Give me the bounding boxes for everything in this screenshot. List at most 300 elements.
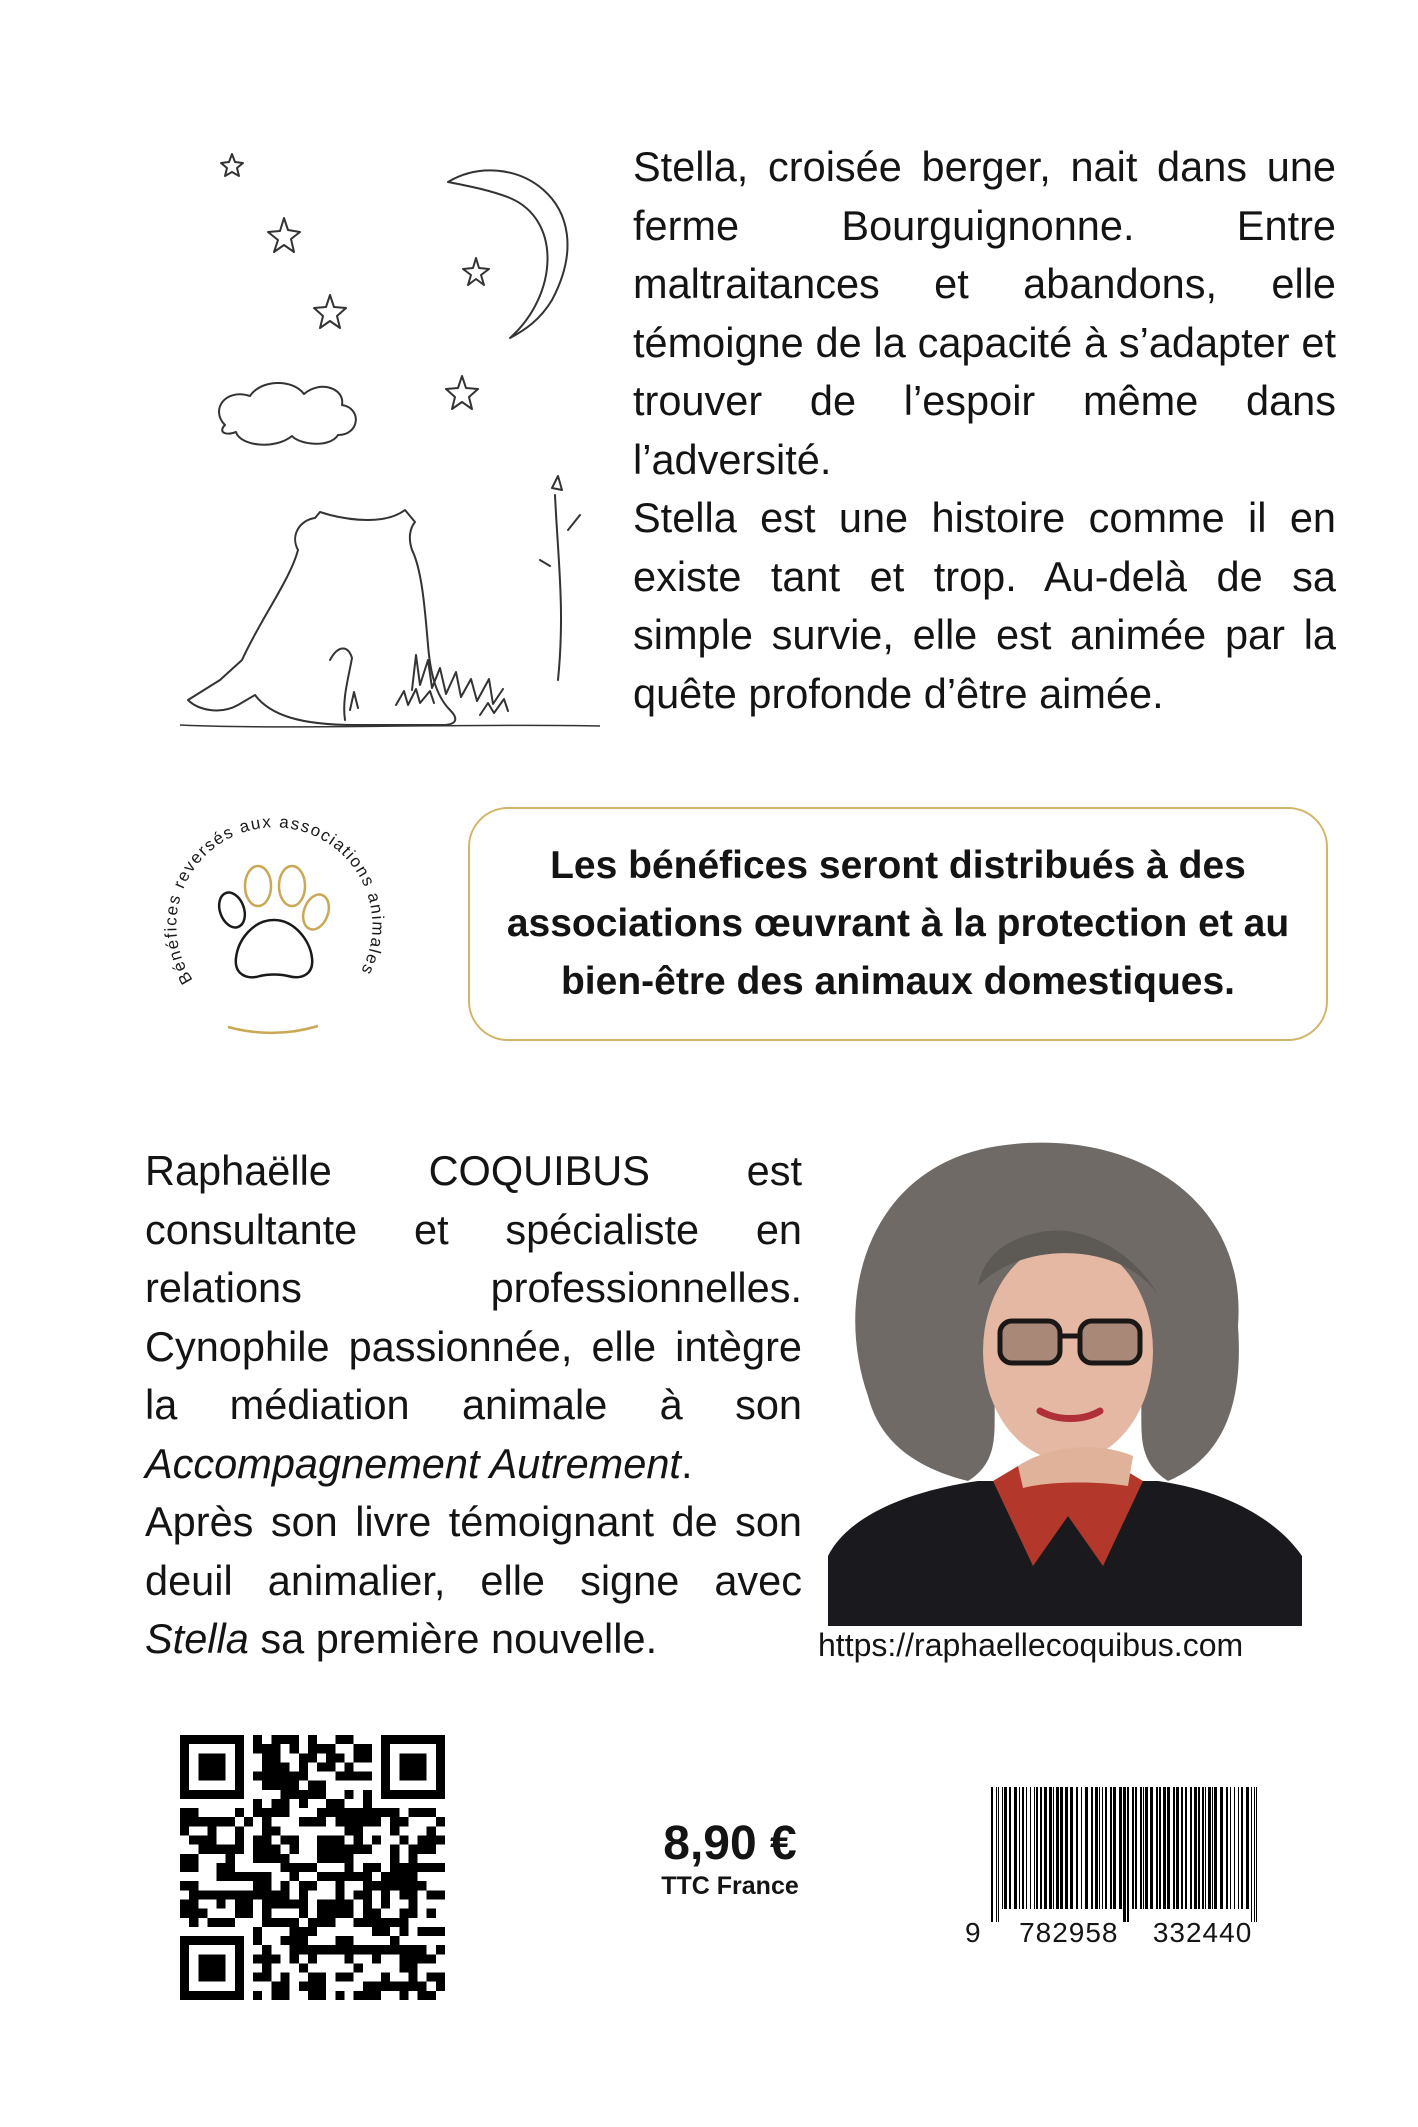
barcode-bar [1026,1787,1027,1909]
qr-module [271,1808,280,1817]
qr-module [281,1936,290,1945]
qr-module [344,1762,353,1771]
qr-module [198,1753,225,1780]
qr-module [344,1872,353,1881]
qr-module [390,1854,399,1863]
qr-module [326,1836,335,1845]
paw-icon [215,866,334,977]
qr-module [399,1863,408,1872]
qr-module [335,1991,344,2000]
qr-module [262,1881,271,1890]
qr-module [226,1918,235,1927]
qr-module [308,1863,317,1872]
qr-module [326,1845,335,1854]
qr-module [408,1890,417,1899]
qr-module [418,1845,427,1854]
qr-module [399,1927,408,1936]
barcode-bar [1256,1787,1257,1922]
qr-module [189,1881,198,1890]
barcode-bar [1102,1787,1103,1909]
qr-module [189,1890,198,1899]
qr-module [262,1872,271,1881]
qr-module [335,1808,344,1817]
barcode-bar [1034,1787,1035,1909]
qr-module [326,1744,335,1753]
qr-module [217,1918,226,1927]
barcode-bar [1143,1787,1144,1909]
barcode-bar [991,1787,993,1922]
barcode-bar [1095,1787,1098,1909]
qr-module [335,1753,344,1762]
qr-module [335,1735,344,1744]
qr-module [363,1808,372,1817]
barcode-bar [1234,1787,1235,1909]
barcode-bar [1022,1787,1024,1909]
qr-module [363,1744,372,1753]
qr-module [262,1781,271,1790]
qr-module [408,1899,417,1908]
qr-module [436,1973,445,1982]
qr-module [198,1890,207,1899]
barcode-bar [1230,1787,1231,1909]
qr-module [399,1918,408,1927]
barcode-bar [1150,1787,1153,1909]
qr-module [326,1854,335,1863]
qr-module [390,1817,399,1826]
qr-module [354,1918,363,1927]
qr-module [180,1899,189,1908]
qr-module [317,1918,326,1927]
qr-module [390,1808,399,1817]
bio-paragraph [145,1493,802,1669]
qr-module [363,1799,372,1808]
qr-module [207,1817,216,1826]
qr-module [335,1881,344,1890]
qr-module [253,1991,262,2000]
qr-module [271,1744,280,1753]
star-icon [221,154,243,176]
qr-module [308,1781,317,1790]
qr-module [299,1982,308,1991]
qr-module [344,1863,353,1872]
qr-module [198,1909,207,1918]
qr-module [226,1890,235,1899]
bio-text: . [680,1439,693,1487]
dog-night-illustration [180,140,600,740]
qr-module [189,1836,198,1845]
qr-module [372,1881,381,1890]
qr-module [235,1890,244,1899]
barcode-bar [1076,1787,1078,1909]
qr-module [253,1872,262,1881]
barcode-bar [1119,1787,1122,1909]
qr-module [244,1872,253,1881]
qr-module [344,1973,353,1982]
qr-module [271,1890,280,1899]
qr-module [317,1808,326,1817]
qr-module [326,1753,335,1762]
qr-module [436,1982,445,1991]
barcode-bar [1241,1787,1243,1909]
price-block [620,1816,840,1900]
qr-module [317,1973,326,1982]
qr-module [217,1817,226,1826]
qr-module [344,1936,353,1945]
isbn-barcode [985,1787,1265,1927]
barcode-bar [1167,1787,1170,1909]
qr-module [253,1973,262,1982]
qr-module [180,1881,189,1890]
qr-module [189,1817,198,1826]
qr-module [372,1927,381,1936]
qr-module [399,1753,426,1780]
qr-module [253,1836,262,1845]
qr-module [390,1982,399,1991]
qr-module [335,1817,344,1826]
qr-module [363,1817,372,1826]
qr-module [335,1936,344,1945]
qr-module [427,1890,436,1899]
barcode-bar [1202,1787,1204,1909]
qr-module [198,1845,207,1854]
barcode-bar [1145,1787,1148,1909]
qr-module [436,1945,445,1954]
barcode-bar [1226,1787,1228,1909]
author-website-link[interactable]: https://raphaellecoquibus.com [818,1627,1244,1663]
qr-module [436,1863,445,1872]
qr-module [271,1799,280,1808]
qr-module [408,1954,417,1963]
qr-module [436,1836,445,1845]
qr-module [354,1817,363,1826]
qr-module [299,1762,308,1771]
qr-module [335,1836,344,1845]
grass [350,655,508,715]
barcode-bar [1091,1787,1093,1909]
qr-module [308,1753,317,1762]
qr-module [363,1772,372,1781]
barcode-bar [1110,1787,1112,1909]
barcode-bar [1156,1787,1158,1909]
qr-module [281,1799,290,1808]
qr-module [290,1954,299,1963]
qr-module [399,1817,408,1826]
barcode-bar [1208,1787,1211,1909]
qr-module [408,1963,417,1972]
qr-module [281,1982,290,1991]
qr-module [290,1927,299,1936]
qr-module [363,1899,372,1908]
star-icon [446,376,478,409]
barcode-bar [1135,1787,1137,1909]
qr-module [299,1945,308,1954]
qr-module [271,1991,280,2000]
qr-module [262,1762,271,1771]
qr-module [354,1808,363,1817]
qr-module [271,1826,280,1835]
qr-module [317,1744,326,1753]
qr-module [262,1826,271,1835]
qr-module [317,1854,326,1863]
qr-module [381,1881,390,1890]
qr-module [354,1744,363,1753]
qr-module [418,1954,427,1963]
qr-module [390,1936,399,1945]
qr-module [299,1881,308,1890]
qr-module [189,1918,198,1927]
barcode-bar [1254,1787,1255,1922]
qr-module [281,1735,290,1744]
qr-module [436,1927,445,1936]
author-photo [828,1136,1302,1626]
qr-module [308,1982,317,1991]
synopsis [633,138,1336,723]
barcode-bar [1214,1787,1217,1909]
qr-module [262,1753,271,1762]
barcode-bar [1044,1787,1047,1909]
qr-module [436,1817,445,1826]
qr-module [253,1854,262,1863]
qr-module [381,1808,390,1817]
qr-module [290,1918,299,1927]
qr-module [271,1753,280,1762]
qr-module [253,1808,262,1817]
qr-module [189,1899,198,1908]
qr-module [281,1854,290,1863]
qr-module [363,1909,372,1918]
qr-module [235,1845,244,1854]
qr-module [317,1762,326,1771]
qr-module [427,1927,436,1936]
qr-module [262,1954,271,1963]
qr-module [354,1826,363,1835]
qr-module [408,1945,417,1954]
qr-module [217,1845,226,1854]
qr-module [372,1817,381,1826]
qr-module [198,1817,207,1826]
qr-module [418,1991,427,2000]
qr-module [262,1973,271,1982]
barcode-bar [1212,1787,1213,1909]
qr-module [244,1817,253,1826]
qr-module [226,1817,235,1826]
qr-module [308,1817,317,1826]
qr-module [399,1954,408,1963]
qr-module [308,1991,317,2000]
qr-module [308,1945,317,1954]
qr-module [262,1899,271,1908]
qr-module [381,1890,390,1899]
barcode-bar [1140,1787,1142,1909]
qr-module [271,1899,280,1908]
qr-module [217,1899,226,1908]
qr-module [262,1945,271,1954]
qr-module [372,1982,381,1991]
qr-module [226,1863,235,1872]
qr-module [427,1909,436,1918]
qr-module [427,1973,436,1982]
qr-module [344,1845,353,1854]
qr-module [335,1945,344,1954]
qr-module [299,1890,308,1899]
qr-module [281,1836,290,1845]
qr-module [408,1808,417,1817]
qr-module [317,1909,326,1918]
qr-module [436,1890,445,1899]
qr-module [399,1890,408,1899]
qr-module [189,1854,198,1863]
qr-module [180,1909,189,1918]
qr-module [399,1945,408,1954]
qr-module [354,1872,363,1881]
author-bio [145,1142,802,1669]
barcode-bar [1238,1787,1239,1909]
qr-module [253,1927,262,1936]
qr-module [427,1836,436,1845]
qr-module [381,1973,390,1982]
qr-module [363,1982,372,1991]
barcode-bar [1251,1787,1252,1922]
qr-module [290,1836,299,1845]
qr-module [390,1845,399,1854]
barcode-bar [1159,1787,1161,1909]
qr-module [354,1845,363,1854]
barcode-bar [1081,1787,1082,1909]
qr-module [399,1881,408,1890]
qr-module [427,1991,436,2000]
qr-module [262,1909,271,1918]
qr-module [217,1890,226,1899]
qr-module [399,1872,408,1881]
qr-module [207,1836,216,1845]
qr-module [381,1927,390,1936]
qr-module [262,1854,271,1863]
qr-module [281,1918,290,1927]
qr-module [354,1945,363,1954]
qr-module [335,1845,344,1854]
svg-text:Bénéfices reversés aux associa [161,812,387,987]
qr-module [281,1890,290,1899]
bio-text: sa première nouvelle. [248,1615,658,1662]
qr-module [290,1744,299,1753]
qr-module [299,1963,308,1972]
qr-module [290,1781,299,1790]
qr-module [189,1863,198,1872]
qr-module [381,1899,390,1908]
qr-module [408,1854,417,1863]
price-note: TTC France [661,1872,799,1900]
qr-module [335,1872,344,1881]
qr-module [180,1863,189,1872]
barcode-bar [1176,1787,1179,1909]
qr-module [281,1772,290,1781]
qr-module [390,1872,399,1881]
qr-module [427,1954,436,1963]
qr-module [290,1945,299,1954]
qr-module [207,1918,216,1927]
qr-module [335,1772,344,1781]
barcode-bar [1173,1787,1175,1909]
barcode-bar [1053,1787,1054,1909]
qr-module [271,1918,280,1927]
qr-module [372,1954,381,1963]
qr-module [189,1909,198,1918]
price-amount: 8,90 € [663,1817,797,1870]
qr-module [363,1845,372,1854]
qr-module [290,1845,299,1854]
qr-module [281,1899,290,1908]
qr-module [418,1863,427,1872]
barcode-bar [1123,1787,1126,1922]
qr-module [262,1808,271,1817]
qr-module [281,1991,290,2000]
qr-module [317,1845,326,1854]
qr-module [189,1808,198,1817]
qr-module [299,1790,308,1799]
barcode-bar [1036,1787,1038,1909]
benefits-box [468,807,1328,1041]
qr-module [381,1982,390,1991]
qr-module [363,1881,372,1890]
qr-module [207,1845,216,1854]
qr-module [244,1899,253,1908]
qr-module [308,1881,317,1890]
qr-module [281,1973,290,1982]
qr-module [271,1954,280,1963]
qr-module [262,1845,271,1854]
qr-module [418,1982,427,1991]
qr-module [180,1808,189,1817]
barcode-bar [1163,1787,1166,1909]
qr-module [408,1881,417,1890]
qr-module [354,1836,363,1845]
qr-module [281,1881,290,1890]
qr-module [418,1836,427,1845]
qr-module [253,1936,262,1945]
qr-module [226,1845,235,1854]
qr-module [271,1735,280,1744]
star-icon [463,258,489,285]
qr-module [418,1881,427,1890]
barcode-bar [996,1787,997,1922]
barcode-bar [1004,1787,1007,1909]
qr-module [326,1872,335,1881]
qr-module [217,1872,226,1881]
qr-module [180,1826,189,1835]
qr-module [317,1817,326,1826]
qr-module [390,1881,399,1890]
qr-module [217,1863,226,1872]
charity-badge [148,790,388,1050]
qr-module [354,1772,363,1781]
qr-module [281,1781,290,1790]
qr-module [290,1790,299,1799]
qr-module [226,1854,235,1863]
barcode-bar [1019,1787,1020,1909]
qr-module [344,1954,353,1963]
qr-module [299,1899,308,1908]
barcode-bar [1070,1787,1073,1909]
qr-module [427,1808,436,1817]
barcode-bar [1105,1787,1107,1909]
qr-module [207,1826,216,1835]
bio-text: Après son livre témoignant de son deuil animalier, elle signe avec [145,1498,802,1604]
qr-module [363,1890,372,1899]
qr-module [372,1863,381,1872]
qr-module [372,1918,381,1927]
qr-module [290,1936,299,1945]
qr-module [198,1954,225,1981]
